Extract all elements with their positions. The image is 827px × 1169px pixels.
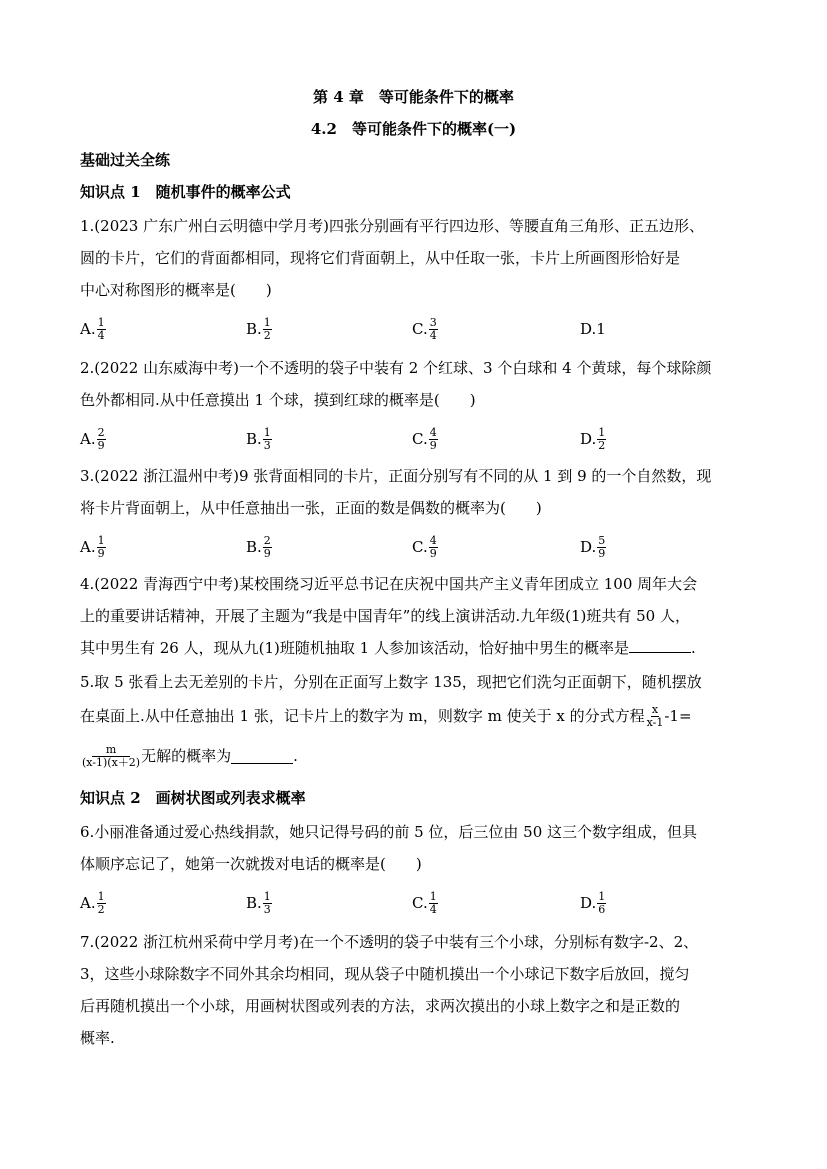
chapter-title: 第 4 章 等可能条件下的概率 (313, 88, 514, 106)
q7-line-2: 3，这些小球除数字不同外其余均相同，现从袋子中随机摸出一个小球记下数字后放回，搅匀 (80, 965, 690, 983)
q6-option-a: A. $\frac{1}{2}$ (80, 889, 105, 916)
q5-answer-blank[interactable] (231, 749, 293, 764)
q4-answer-blank[interactable] (629, 638, 691, 653)
q3-option-b: B. $\frac{2}{9}$ (246, 533, 271, 560)
q6-option-d: D. $\frac{1}{6}$ (580, 889, 606, 916)
section-title: 4.2 等可能条件下的概率(一) (310, 120, 517, 138)
q7-line-4: 概率. (80, 1029, 115, 1047)
q6-option-c: C. $\frac{1}{4}$ (412, 889, 437, 916)
q2-line-2: 色外都相同.从中任意摸出 1 个球，摸到红球的概率是( ) (80, 391, 476, 409)
q2-option-a: A. $\frac{2}{9}$ (80, 425, 105, 452)
q1-option-a: A. $\frac{1}{4}$ (80, 315, 105, 342)
q1-line-1: 1.(2023 广东广州白云明德中学月考)四张分别画有平行四边形、等腰直角三角形、正五边形、 (80, 217, 704, 235)
q3-line-1: 3.(2022 浙江温州中考)9 张背面相同的卡片，正面分别写有不同的从 1 到 9 的一个自然数，现 (80, 467, 712, 485)
q2-option-b: B. $\frac{1}{3}$ (246, 425, 271, 452)
q3-option-d: D. $\frac{5}{9}$ (580, 533, 606, 560)
q6-option-b: B. $\frac{1}{3}$ (246, 889, 271, 916)
q5-fraction-2: $\frac{m}{(x-1)(x+2)}$ (82, 742, 141, 769)
q6-line-2: 体顺序忘记了，她第一次就拨对电话的概率是( ) (80, 855, 422, 873)
q2-line-1: 2.(2022 山东威海中考)一个不透明的袋子中装有 2 个红球、3 个白球和 4 个黄球，每个球除颜 (80, 359, 712, 377)
q5-line-3: $\frac{m}{(x-1)(x+2)}$ 无解的概率为 . (82, 742, 298, 769)
q5-line-1: 5.取 5 张看上去无差别的卡片，分别在正面写上数字 135，现把它们洗匀正面朝下，随机摆放 (80, 673, 702, 691)
q7-line-1: 7.(2022 浙江杭州采荷中学月考)在一个不透明的袋子中装有三个小球，分别标有数字-2、2、 (80, 933, 699, 951)
q4-line-3: 其中男生有 26 人，现从九(1)班随机抽取 1 人参加该活动，恰好抽中男生的概率是 . (80, 639, 696, 657)
q1-option-d: D. 1 (580, 320, 606, 338)
q1-option-c: C. $\frac{3}{4}$ (412, 315, 437, 342)
knowledge-point-1: 知识点 1 随机事件的概率公式 (80, 183, 291, 201)
practice-label: 基础过关全练 (80, 151, 171, 169)
q5-line-2: 在桌面上.从中任意抽出 1 张，记卡片上的数字为 m，则数字 m 使关于 x 的分式方程 $\frac{x}{x-1}$ -1= (80, 702, 692, 729)
knowledge-point-2: 知识点 2 画树状图或列表求概率 (80, 789, 306, 807)
q6-line-1: 6.小丽准备通过爱心热线捐款，她只记得号码的前 5 位，后三位由 50 这三个数字组成，但具 (80, 823, 698, 841)
q2-option-d: D. $\frac{1}{2}$ (580, 425, 606, 452)
q3-line-2: 将卡片背面朝上，从中任意抽出一张，正面的数是偶数的概率为( ) (80, 499, 542, 517)
q4-line-1: 4.(2022 青海西宁中考)某校围绕习近平总书记在庆祝中国共产主义青年团成立 100 周年大会 (80, 575, 698, 593)
q1-line-3: 中心对称图形的概率是( ) (80, 281, 272, 299)
q5-fraction-1: $\frac{x}{x-1}$ (646, 702, 664, 729)
q4-line-2: 上的重要讲话精神，开展了主题为“我是中国青年”的线上演讲活动.九年级(1)班共有 50 人， (80, 607, 690, 625)
q1-line-2: 圆的卡片，它们的背面都相同，现将它们背面朝上，从中任取一张，卡片上所画图形恰好是 (80, 249, 681, 267)
q7-line-3: 后再随机摸出一个小球，用画树状图或列表的方法，求两次摸出的小球上数字之和是正数的 (80, 997, 681, 1015)
q2-option-c: C. $\frac{4}{9}$ (412, 425, 437, 452)
q3-option-a: A. $\frac{1}{9}$ (80, 533, 105, 560)
q3-option-c: C. $\frac{4}{9}$ (412, 533, 437, 560)
q1-option-b: B. $\frac{1}{2}$ (246, 315, 271, 342)
